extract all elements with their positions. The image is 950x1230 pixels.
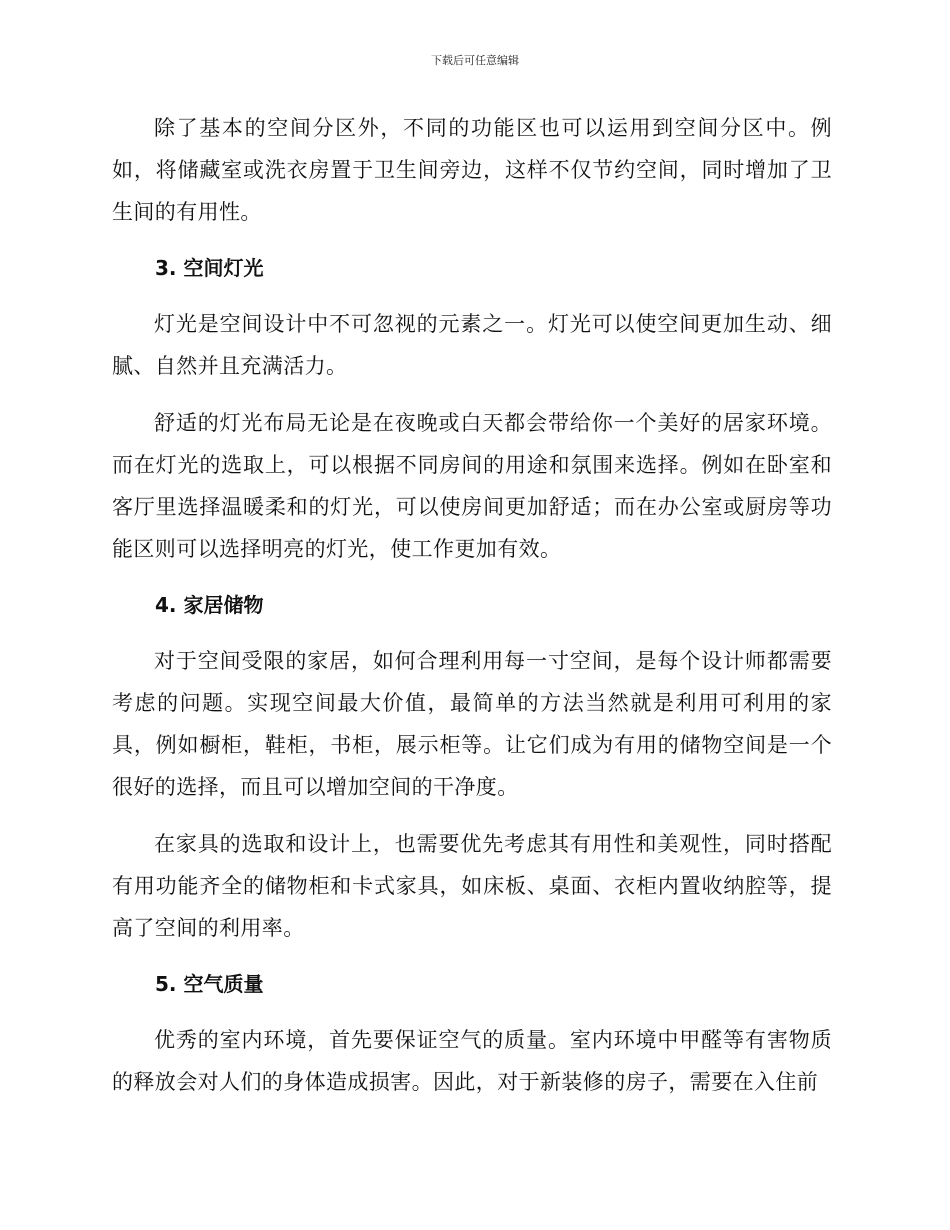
paragraph-lighting-layout: 舒适的灯光布局无论是在夜晚或白天都会带给你一个美好的居家环境。而在灯光的选取上，可以根据不同房间的用途和氛围来选择。例如在卧室和客厅里选择温暖柔和的灯光，可以使房间更加舒适；而在办公室或厨房等功能区则可以选择明亮的灯光，使工作更加有效。 bbox=[112, 411, 832, 561]
heading-space-lighting: 3. 空间灯光 bbox=[155, 256, 264, 280]
paragraph-air-quality: 优秀的室内环境，首先要保证空气的质量。室内环境中甲醛等有害物质的释放会对人们的身体造成损害。因此，对于新装修的房子，需要在入住前 bbox=[112, 1028, 832, 1094]
page-header: 下载后可任意编辑 bbox=[431, 54, 519, 67]
heading-air-quality: 5. 空气质量 bbox=[155, 972, 264, 996]
paragraph-storage-intro: 对于空间受限的家居，如何合理利用每一寸空间，是每个设计师都需要考虑的问题。实现空间最大价值，最简单的方法当然就是利用可利用的家具，例如橱柜，鞋柜，书柜，展示柜等。让它们成为有用的储物空间是一个很好的选择，而且可以增加空间的干净度。 bbox=[112, 649, 832, 799]
paragraph-lighting-intro: 灯光是空间设计中不可忽视的元素之一。灯光可以使空间更加生动、细腻、自然并且充满活力。 bbox=[112, 312, 832, 378]
document-body bbox=[112, 107, 832, 1103]
heading-home-storage: 4. 家居储物 bbox=[155, 593, 264, 617]
paragraph-furniture-selection: 在家具的选取和设计上，也需要优先考虑其有用性和美观性，同时搭配有用功能齐全的储物柜和卡式家具，如床板、桌面、衣柜内置收纳腔等，提高了空间的利用率。 bbox=[112, 832, 832, 940]
paragraph-functional-zones: 除了基本的空间分区外，不同的功能区也可以运用到空间分区中。例如，将储藏室或洗衣房置于卫生间旁边，这样不仅节约空间，同时增加了卫生间的有用性。 bbox=[112, 116, 832, 224]
